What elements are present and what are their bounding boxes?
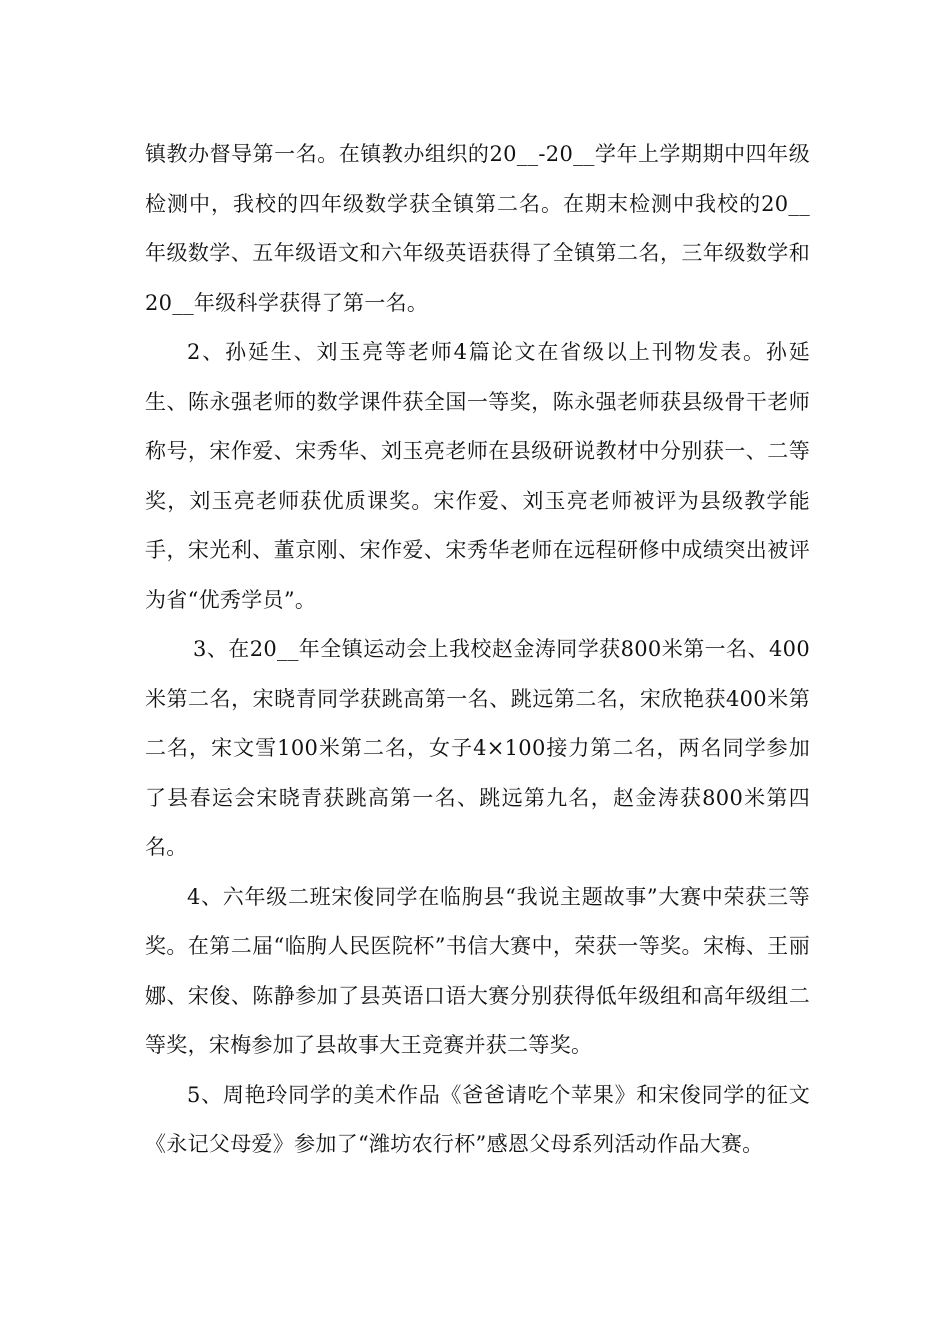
paragraph-item-2: 2、孙延生、刘玉亮等老师4篇论文在省级以上刊物发表。孙延生、陈永强老师的数学课件获全国一等奖，陈永强老师获县级骨干老师称号，宋作爱、宋秀华、刘玉亮老师在县级研说教材中分别获一、二等奖，刘玉亮老师获优质课奖。宋作爱、刘玉亮老师被评为县级教学能手，宋光利、董京刚、宋作爱、宋秀华老师在远程研修中成绩突出被评为省“优秀学员”。: [145, 340, 810, 612]
paragraph-item-5: 5、周艳玲同学的美术作品《爸爸请吃个苹果》和宋俊同学的征文《永记父母爱》参加了“潍坊农行杯”感恩父母系列活动作品大赛。: [145, 1082, 810, 1156]
paragraph-item-4: 4、六年级二班宋俊同学在临朐县“我说主题故事”大赛中荣获三等奖。在第二届“临朐人民医院杯”书信大赛中，荣获一等奖。宋梅、王丽娜、宋俊、陈静参加了县英语口语大赛分别获得低年级组和高年级组二等奖，宋梅参加了县故事大王竞赛并获二等奖。: [145, 884, 810, 1057]
document-body: [145, 130, 810, 1170]
paragraph-item-3: 3、在20__年全镇运动会上我校赵金涛同学获800米第一名、400米第二名，宋晓青同学获跳高第一名、跳远第二名，宋欣艳获400米第二名，宋文雪100米第二名，女子4×100接力第二名，两名同学参加了县春运会宋晓青获跳高第一名、跳远第九名，赵金涛获800米第四名。: [145, 637, 810, 859]
paragraph-continuation: 镇教办督导第一名。在镇教办组织的20__-20__学年上学期期中四年级检测中，我校的四年级数学获全镇第二名。在期末检测中我校的20__年级数学、五年级语文和六年级英语获得了全镇第二名，三年级数学和20__年级科学获得了第一名。: [145, 142, 810, 315]
